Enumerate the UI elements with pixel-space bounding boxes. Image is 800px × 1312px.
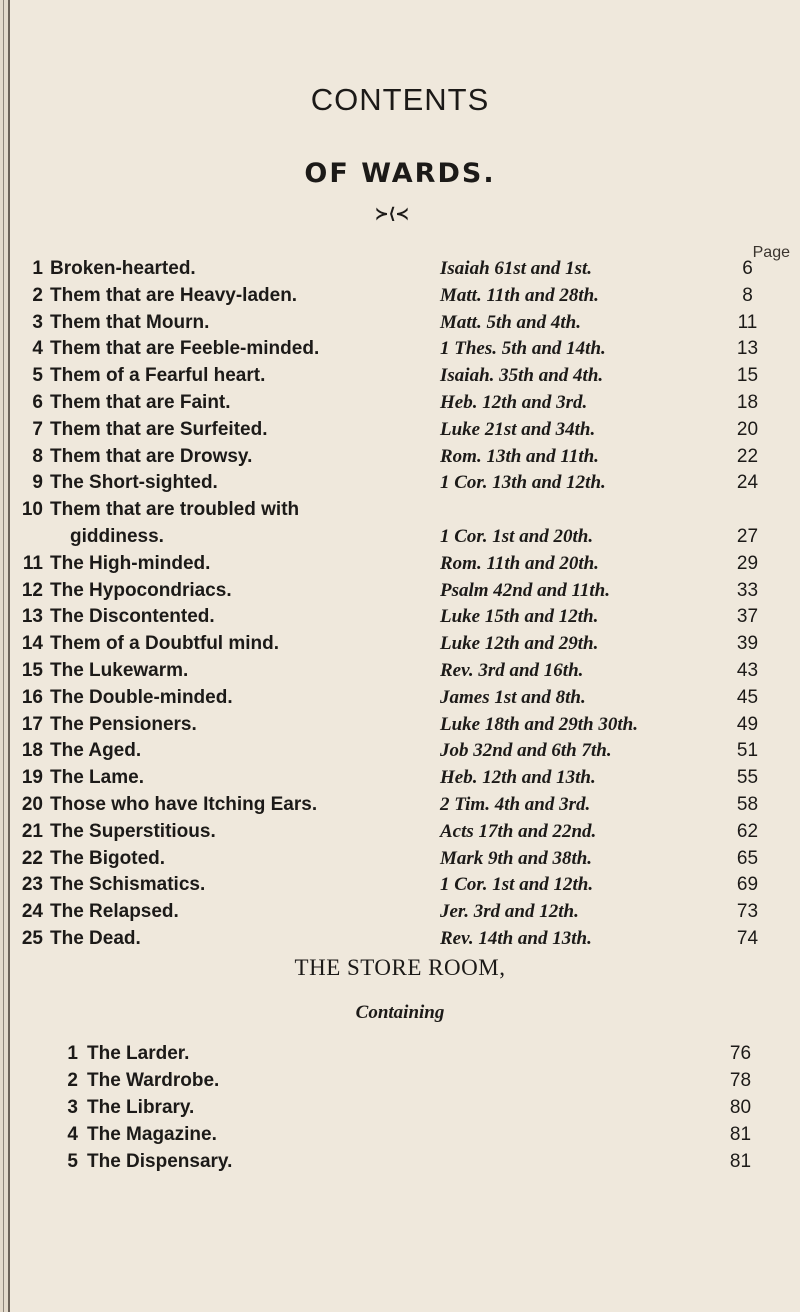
ward-number: 20 [21,794,43,815]
store-item-name: The Wardrobe. [87,1070,220,1091]
scripture-reference: Rom. 11th and 20th. [440,552,599,574]
page-number: 43 [736,660,759,681]
ward-number: 6 [32,392,43,413]
scripture-reference: Jer. 3rd and 12th. [440,901,579,923]
scripture-reference: Matt. 11th and 28th. [440,284,599,306]
ward-name: The Bigoted. [50,847,166,869]
ward-number: 17 [21,713,43,735]
ward-row [0,819,800,845]
store-item-name: The Magazine. [87,1124,217,1145]
page-number: 6 [742,258,753,279]
ward-row [0,363,800,389]
page-number: 74 [736,928,759,949]
ward-row [0,792,800,818]
ward-row [0,765,800,791]
store-room-row [0,1095,800,1121]
ward-number: 7 [32,418,43,440]
ward-name: The Lame. [50,767,144,789]
ward-name: Them that are Heavy-laden. [50,284,298,306]
ward-name: Them of a Doubtful mind. [50,633,280,655]
page-number: 78 [729,1070,752,1091]
ward-name: Them that are troubled with [50,499,300,521]
scripture-reference: 2 Tim. 4th and 3rd. [440,794,591,815]
ornament-icon: ≻⟨≺ [374,204,410,223]
ward-name: The Discontented. [50,606,215,628]
ward-row [0,524,800,550]
page-number: 33 [736,579,759,601]
ward-row [0,899,800,925]
page-number: 11 [737,311,758,333]
page-number: 37 [736,606,759,628]
ward-row [0,336,800,362]
page-number: 80 [729,1097,752,1118]
ward-name: The Relapsed. [50,901,179,923]
ward-name: giddiness. [70,526,164,547]
store-item-number: 4 [67,1124,78,1145]
ward-number: 9 [32,472,43,494]
ward-row [0,578,800,604]
contents-title: CONTENTS [310,82,490,117]
ward-number: 14 [21,633,43,655]
page-number: 22 [736,445,759,467]
store-item-name: The Library. [87,1097,195,1118]
ward-name: The Aged. [50,740,142,762]
page-number: 69 [736,874,759,896]
ward-name: The High-minded. [50,552,211,574]
ward-number: 10 [21,499,43,521]
store-room-subtitle: Containing [355,1002,445,1023]
ward-name: The Short-sighted. [50,472,218,494]
ward-number: 18 [21,740,43,762]
store-item-number: 5 [67,1151,78,1172]
ward-row [0,470,800,496]
scripture-reference: 1 Cor. 13th and 12th. [440,472,606,494]
store-item-number: 2 [67,1070,78,1091]
ward-number: 19 [21,767,43,789]
scripture-reference: Rom. 13th and 11th. [440,445,599,467]
scripture-reference: Luke 12th and 29th. [440,633,599,655]
ward-row [0,926,800,952]
ward-name: The Pensioners. [50,713,197,735]
ward-number: 23 [21,874,43,896]
ward-row [0,310,800,336]
ward-row [0,738,800,764]
ward-number: 1 [32,258,43,279]
scripture-reference: 1 Cor. 1st and 20th. [440,526,594,547]
page-number: 45 [736,686,759,708]
page-number: 55 [736,767,759,789]
page-number: 13 [736,338,759,360]
store-room-row [0,1122,800,1148]
ward-row [0,497,800,523]
page-number: 62 [736,820,759,842]
scripture-reference: Job 32nd and 6th 7th. [440,740,612,762]
scripture-reference: 1 Thes. 5th and 14th. [440,338,606,360]
page-number: 18 [736,392,759,413]
scripture-reference: James 1st and 8th. [440,686,586,708]
ward-name: The Lukewarm. [50,660,189,681]
ward-row [0,846,800,872]
ward-row [0,872,800,898]
ward-number: 2 [32,284,43,306]
page-number: 76 [729,1043,752,1064]
ward-row [0,256,800,282]
ward-row [0,604,800,630]
page-number: 24 [736,472,759,494]
page-number: 8 [742,284,753,306]
ward-name: The Schismatics. [50,874,206,896]
scripture-reference: 1 Cor. 1st and 12th. [440,874,594,896]
scripture-reference: Acts 17th and 22nd. [440,820,597,842]
store-item-name: The Dispensary. [87,1151,233,1172]
scripture-reference: Psalm 42nd and 11th. [440,579,610,601]
page-number: 20 [736,418,759,440]
contents-subtitle: OF WARDS. [304,158,496,189]
store-room-row [0,1041,800,1067]
ward-row [0,417,800,443]
scripture-reference: Isaiah. 35th and 4th. [440,365,604,387]
ward-name: Them that are Faint. [50,392,231,413]
ward-number: 16 [21,686,43,708]
ward-number: 15 [21,660,43,681]
ward-name: Those who have Itching Ears. [50,794,318,815]
ward-name: The Hypocondriacs. [50,579,232,601]
ward-name: The Double-minded. [50,686,233,708]
page-number: 51 [736,740,759,762]
ward-number: 8 [32,445,43,467]
scripture-reference: Matt. 5th and 4th. [440,311,581,333]
ward-name: Them that are Surfeited. [50,418,268,440]
ward-number: 12 [21,579,43,601]
ward-number: 3 [32,311,43,333]
page-number: 39 [736,633,759,655]
store-room-row [0,1068,800,1094]
ward-name: Them that Mourn. [50,311,210,333]
page-number: 58 [736,794,759,815]
ward-number: 4 [32,338,43,360]
page-number: 49 [736,713,759,735]
ward-number: 22 [21,847,43,869]
store-room-row [0,1149,800,1175]
store-room-title: THE STORE ROOM, [294,955,506,980]
store-item-number: 1 [67,1043,78,1064]
ward-number: 11 [22,552,43,574]
store-item-number: 3 [67,1097,78,1118]
page-number: 81 [729,1124,752,1145]
page-column-label: Page [752,244,790,261]
ward-number: 21 [21,820,43,842]
ward-name: Them that are Drowsy. [50,445,253,467]
scripture-reference: Rev. 14th and 13th. [440,928,592,949]
ward-row [0,283,800,309]
page-number: 27 [736,526,759,547]
page-number: 29 [736,552,759,574]
page-number: 65 [736,847,759,869]
scripture-reference: Heb. 12th and 3rd. [440,392,588,413]
ward-name: Them of a Fearful heart. [50,365,266,387]
ward-number: 5 [32,365,43,387]
scripture-reference: Mark 9th and 38th. [440,847,593,869]
page-number: 15 [736,365,759,387]
scripture-reference: Luke 21st and 34th. [440,418,596,440]
scripture-reference: Heb. 12th and 13th. [440,767,596,789]
ward-number: 13 [21,606,43,628]
ward-row [0,685,800,711]
ward-row [0,444,800,470]
store-item-name: The Larder. [87,1043,190,1064]
ward-row [0,631,800,657]
page-number: 81 [729,1151,752,1172]
ward-number: 24 [21,901,43,923]
scripture-reference: Isaiah 61st and 1st. [440,258,593,279]
scripture-reference: Luke 15th and 12th. [440,606,599,628]
ward-row [0,658,800,684]
page-number: 73 [736,901,759,923]
scripture-reference: Rev. 3rd and 16th. [440,660,584,681]
ward-row [0,551,800,577]
ward-number: 25 [21,928,43,949]
ward-row [0,712,800,738]
ward-name: The Dead. [50,928,141,949]
ward-row [0,390,800,416]
ward-name: Them that are Feeble-minded. [50,338,320,360]
ward-name: Broken-hearted. [50,258,196,279]
scripture-reference: Luke 18th and 29th 30th. [440,713,638,735]
ward-name: The Superstitious. [50,820,216,842]
